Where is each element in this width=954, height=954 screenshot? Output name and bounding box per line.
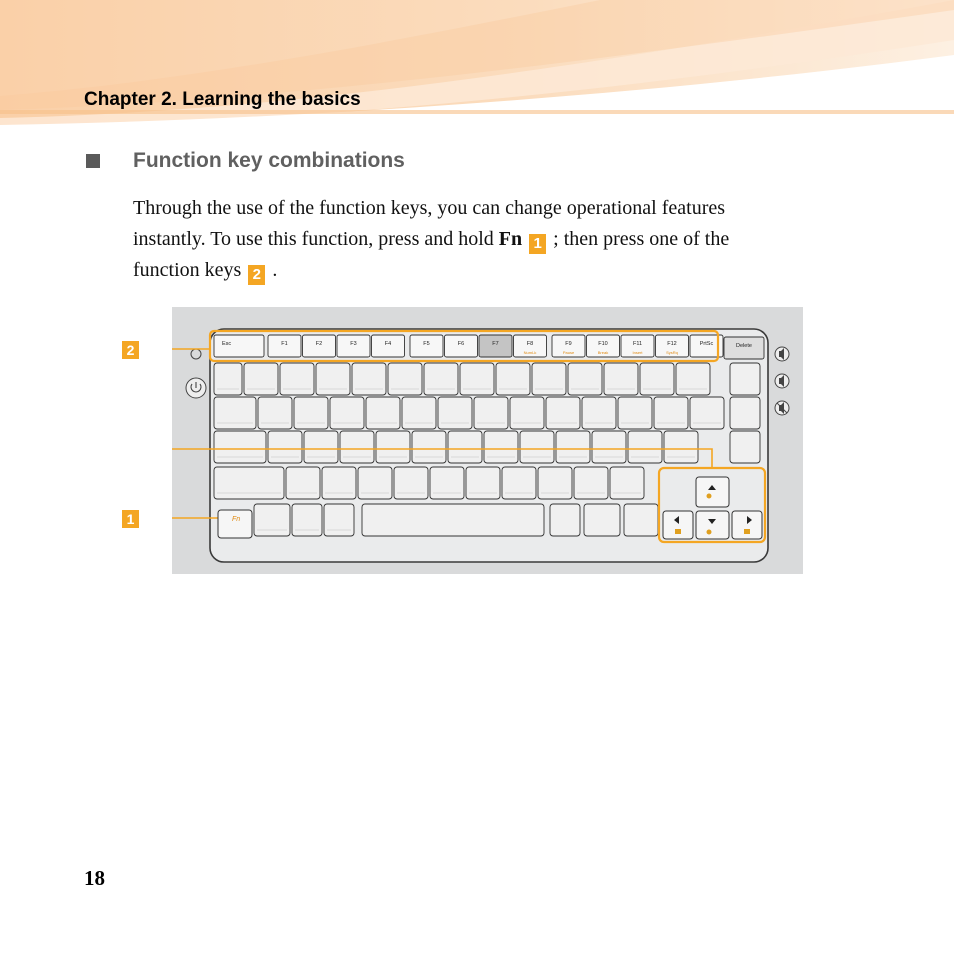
keyboard-key	[624, 504, 658, 536]
body-line-3	[133, 255, 833, 286]
page-number: 18	[84, 866, 105, 890]
delete-key-label: Delete	[736, 343, 752, 349]
keyboard-key	[292, 504, 322, 536]
figure-marker-1: 1	[122, 510, 139, 528]
keyboard-key	[676, 363, 710, 395]
keyboard-key	[730, 431, 760, 463]
function-key-sub-label: Insert	[632, 350, 643, 355]
fn-key-name: Fn	[498, 228, 523, 250]
keyboard-key	[628, 431, 662, 463]
function-row-keys	[214, 335, 764, 359]
keyboard-key	[730, 363, 760, 395]
keyboard-key	[654, 397, 688, 429]
arrow-down-key	[696, 511, 729, 539]
keyboard-key	[294, 397, 328, 429]
arrow-left-key	[663, 511, 693, 539]
keyboard-key	[324, 504, 354, 536]
body-line-2-start: instantly. To use this function, press and hold	[133, 228, 499, 250]
keyboard-key	[358, 467, 392, 499]
keyboard-key	[340, 431, 374, 463]
keyboard-key	[280, 363, 314, 395]
keyboard-key	[664, 431, 698, 463]
keyboard-key	[304, 431, 338, 463]
keyboard-key	[568, 363, 602, 395]
function-key-sub-label: SysRq	[666, 350, 678, 355]
keyboard-key	[394, 467, 428, 499]
keyboard-key	[546, 397, 580, 429]
body-line-3-end: .	[272, 259, 278, 281]
esc-key-label: Esc	[222, 341, 232, 347]
fn-key	[218, 510, 252, 538]
figure-marker-2: 2	[122, 341, 139, 359]
function-key-label: F5	[423, 341, 430, 347]
function-key-label: F10	[598, 341, 608, 347]
keyboard-key	[366, 397, 400, 429]
brightness-down-icon	[707, 494, 712, 499]
keyboard-key	[474, 397, 508, 429]
marker-2-badge: 2	[248, 265, 265, 285]
keyboard-key	[244, 363, 278, 395]
keyboard-key	[538, 467, 572, 499]
arrow-up-key	[696, 477, 729, 507]
keyboard-key	[532, 363, 566, 395]
keyboard-key	[316, 363, 350, 395]
keyboard-key	[448, 431, 482, 463]
keyboard-key	[430, 467, 464, 499]
function-key-sub-label: NumLk	[523, 350, 537, 355]
function-key-label: F7	[492, 341, 499, 347]
function-key-label: F3	[350, 341, 357, 347]
function-key-sub-label: Pause	[562, 350, 575, 355]
keyboard-key	[352, 363, 386, 395]
body-line-3-text: function keys	[133, 259, 242, 281]
keyboard-key	[376, 431, 410, 463]
keyboard-figure	[126, 307, 803, 574]
function-key-label: F4	[384, 341, 392, 347]
keyboard-key	[502, 467, 536, 499]
keyboard-key	[574, 467, 608, 499]
keyboard-key	[466, 467, 500, 499]
keyboard-key	[496, 363, 530, 395]
function-key-label: F2	[315, 341, 323, 347]
body-paragraph	[133, 193, 833, 286]
keyboard-key	[582, 397, 616, 429]
keyboard-key	[286, 467, 320, 499]
keyboard-key	[604, 363, 638, 395]
keyboard-key	[388, 363, 422, 395]
function-key-label: PrtSc	[699, 341, 714, 347]
keyboard-key	[214, 363, 242, 395]
keyboard-key	[330, 397, 364, 429]
brightness-up-icon	[707, 530, 712, 535]
body-line-2	[133, 224, 833, 255]
chapter-title: Chapter 2. Learning the basics	[84, 89, 361, 110]
keyboard-key	[550, 504, 580, 536]
keyboard-key	[362, 504, 544, 536]
marker-1-badge: 1	[529, 234, 546, 254]
arrow-right-key	[732, 511, 762, 539]
right-panel-buttons	[775, 347, 789, 415]
keyboard-key	[556, 431, 590, 463]
keyboard-key	[730, 397, 760, 429]
keyboard-key	[510, 397, 544, 429]
keyboard-key	[690, 397, 724, 429]
keyboard-key	[214, 431, 266, 463]
keyboard-key	[484, 431, 518, 463]
keyboard-illustration	[172, 307, 803, 574]
keyboard-key	[254, 504, 290, 536]
function-key-label: F11	[632, 341, 643, 347]
volume-up-icon	[744, 529, 750, 534]
body-line-2-end: ; then press one of the	[553, 228, 730, 250]
keyboard-key	[214, 467, 284, 499]
keyboard-key	[268, 431, 302, 463]
section-bullet-icon	[86, 154, 100, 168]
keyboard-key	[584, 504, 620, 536]
keyboard-key	[460, 363, 494, 395]
keyboard-key	[610, 467, 644, 499]
function-key-label: F9	[565, 341, 572, 347]
keyboard-key	[438, 397, 472, 429]
keyboard-key	[424, 363, 458, 395]
keyboard-key	[322, 467, 356, 499]
keyboard-key	[592, 431, 626, 463]
keyboard-key	[412, 431, 446, 463]
keyboard-key	[402, 397, 436, 429]
function-key-label: F12	[667, 341, 677, 347]
keyboard-key	[520, 431, 554, 463]
keyboard-key	[618, 397, 652, 429]
keyboard-key	[640, 363, 674, 395]
function-key-label: F8	[526, 341, 534, 347]
body-line-1: Through the use of the function keys, you can change operational features	[133, 197, 726, 219]
function-key-label: F1	[281, 341, 288, 347]
keyboard-key	[258, 397, 292, 429]
volume-down-icon	[675, 529, 681, 534]
function-key-sub-label: Break	[597, 350, 609, 355]
section-title: Function key combinations	[133, 149, 405, 172]
function-key-label: F6	[457, 341, 465, 347]
keyboard-key	[214, 397, 256, 429]
fn-key-label: Fn	[232, 516, 241, 523]
